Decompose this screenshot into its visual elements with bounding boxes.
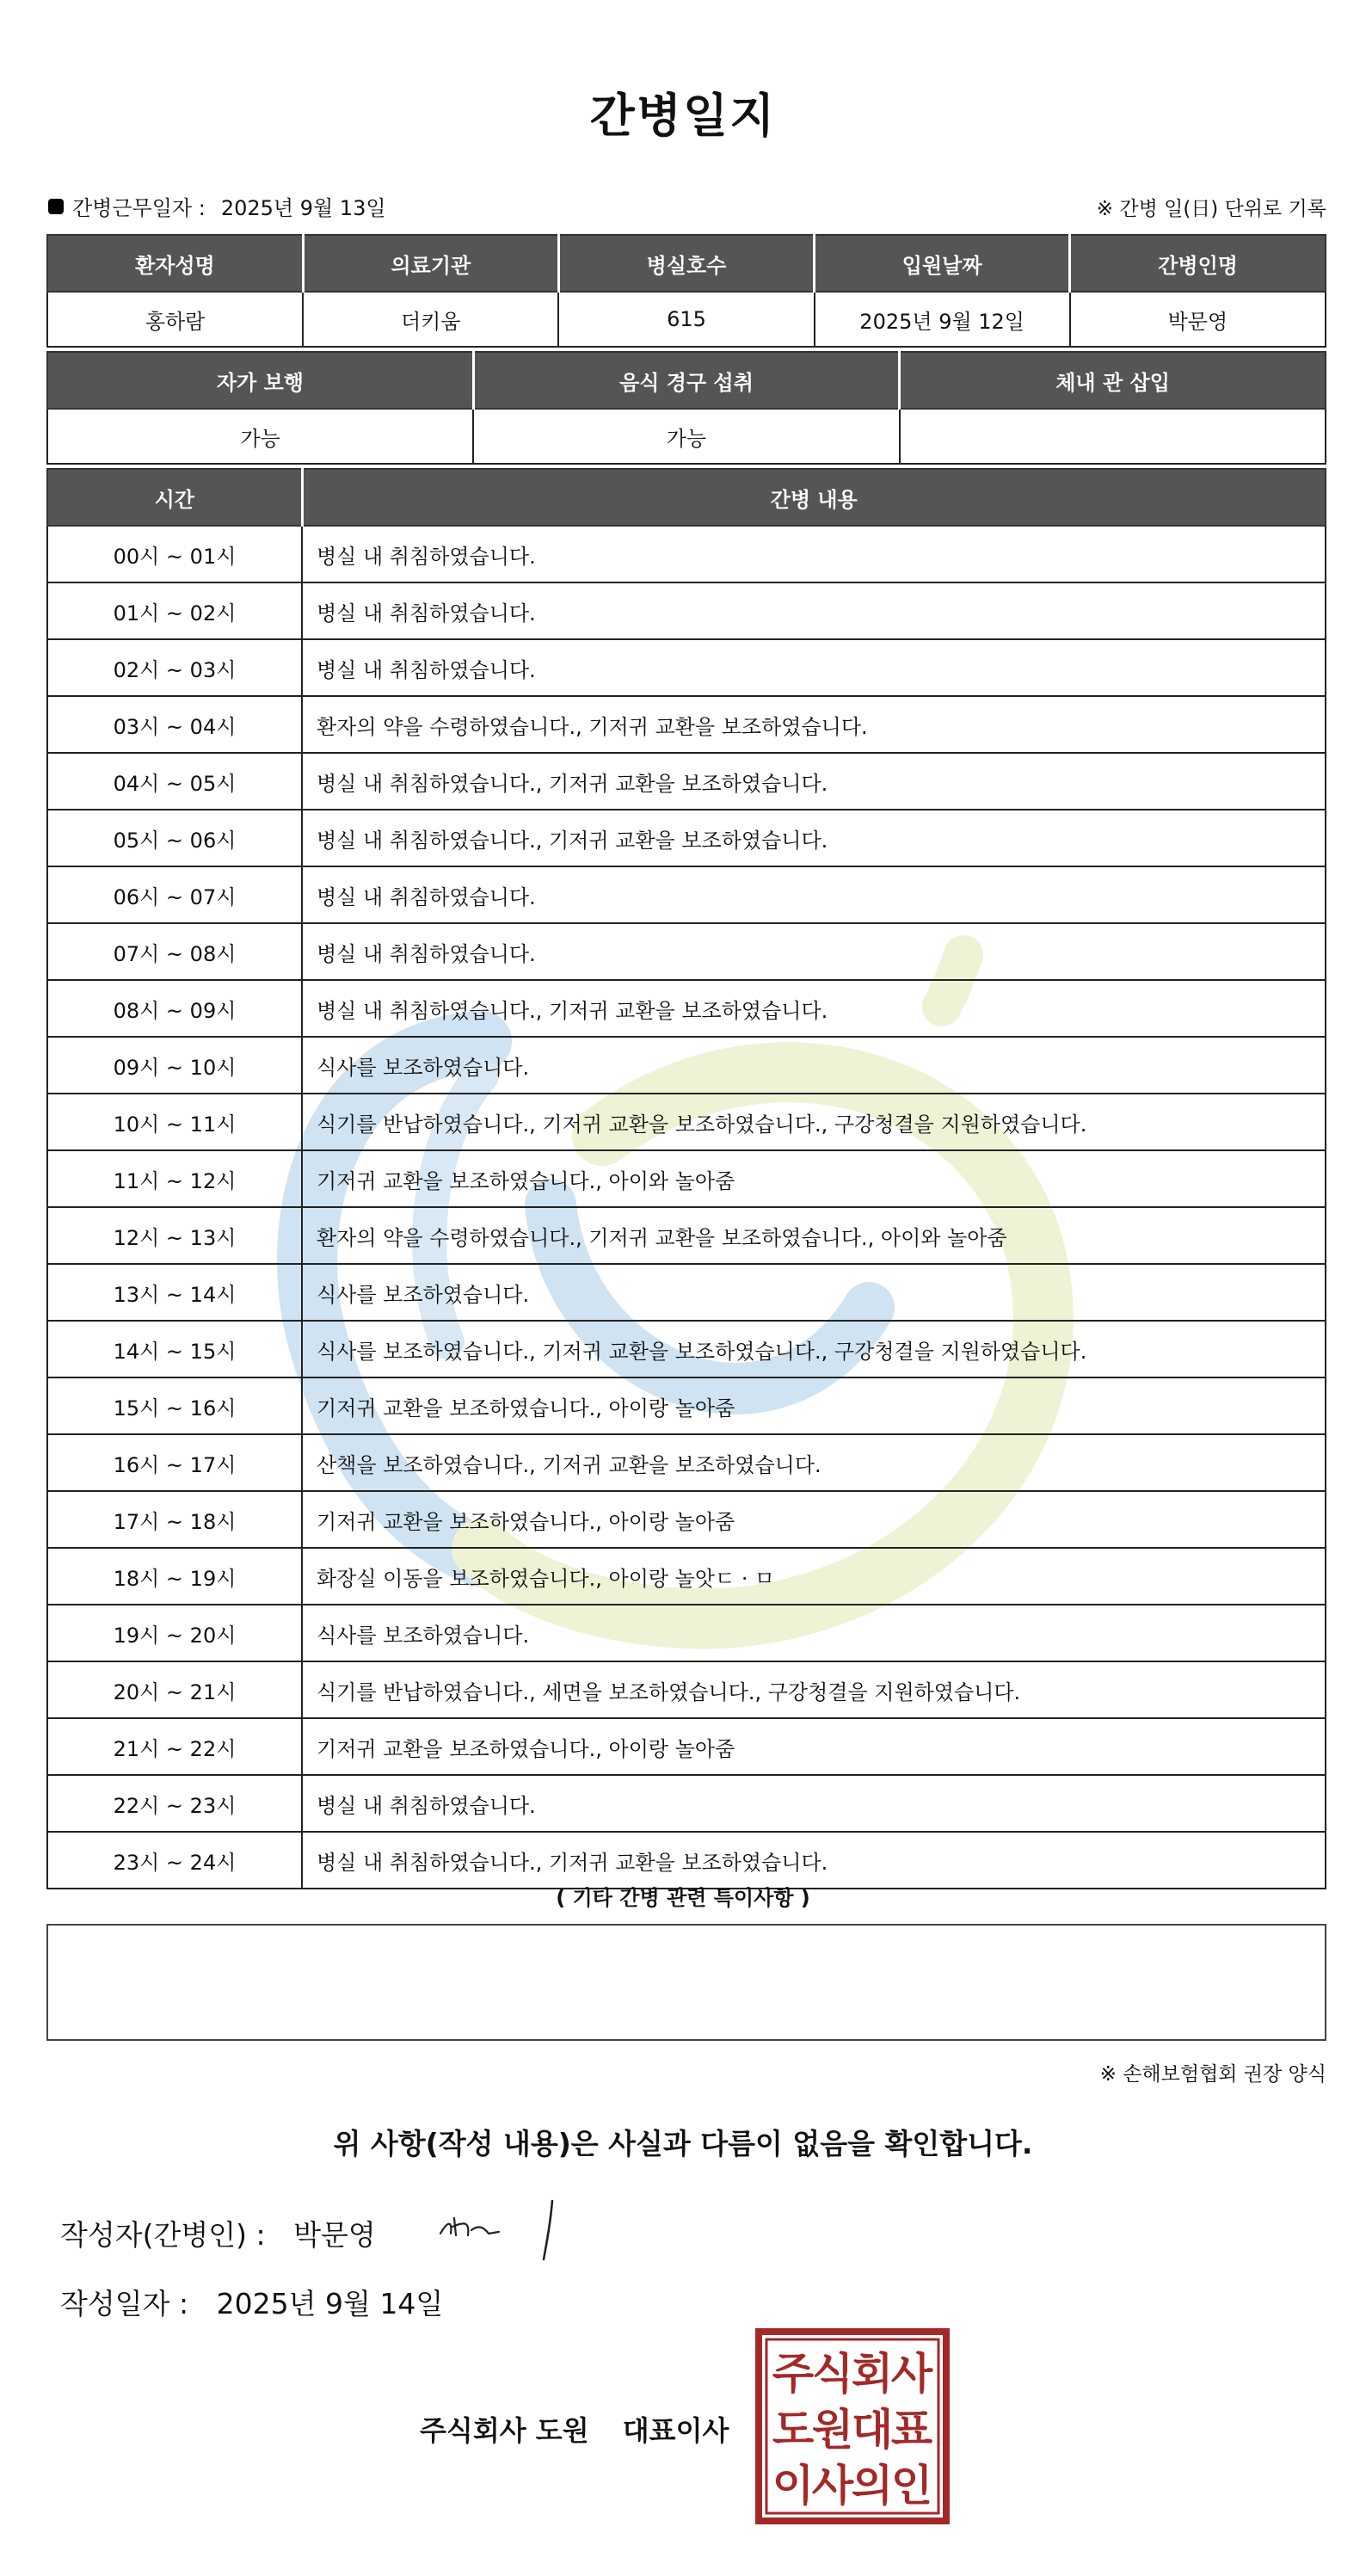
time-cell: 21시 ~ 22시: [47, 1718, 302, 1775]
time-cell: 19시 ~ 20시: [47, 1605, 302, 1661]
writer-label: 작성자(간병인) :: [60, 2218, 266, 2252]
company: [420, 2409, 729, 2449]
header-care-content: 간병 내용: [302, 469, 1326, 526]
time-cell: 01시 ~ 02시: [47, 582, 302, 639]
company-role: 대표이사: [622, 2414, 729, 2447]
table-row: [47, 1548, 1326, 1605]
caregiver-name: 박문영: [1070, 292, 1326, 347]
care-content-cell: 기저귀 교환을 보조하였습니다., 아이랑 놀아줌: [302, 1491, 1326, 1548]
recommend-note: ※ 손해보험협회 권장 양식: [1099, 2063, 1326, 2086]
table-row: [47, 1150, 1326, 1207]
table-row: [47, 810, 1326, 866]
company-name: 주식회사 도원: [420, 2414, 589, 2447]
svg-text:인: 인: [890, 2461, 933, 2511]
header-self-walking: 자가 보행: [47, 352, 473, 409]
hospital: 더키움: [303, 292, 558, 347]
svg-text:대: 대: [851, 2405, 894, 2455]
care-content-cell: 화장실 이동을 보조하였습니다., 아이랑 놀앗ㄷ · ㅁ: [302, 1548, 1326, 1605]
writer-name: 박문영: [293, 2218, 376, 2252]
work-date-label: 간병근무일자 :: [72, 196, 206, 220]
table-row: [47, 1775, 1326, 1832]
table-row: [47, 1491, 1326, 1548]
time-cell: 09시 ~ 10시: [47, 1037, 302, 1094]
svg-text:원: 원: [811, 2405, 854, 2455]
table-row: [47, 696, 1326, 753]
work-date: [48, 191, 386, 221]
header-admission-date: 입원날짜: [815, 235, 1070, 292]
special-notes-heading: ( 기타 간병 관련 특이사항 ): [556, 1886, 810, 1910]
patient-name: 홍하람: [47, 292, 303, 347]
unit-note: ※ 간병 일(日) 단위로 기록: [1096, 198, 1326, 220]
svg-text:표: 표: [890, 2405, 933, 2455]
table-row: [47, 526, 1326, 582]
header-hospital: 의료기관: [303, 235, 558, 292]
confirm-statement: 위 사항(작성 내용)은 사실과 다름이 없음을 확인합니다.: [333, 2127, 1033, 2160]
table-row: [47, 1605, 1326, 1661]
care-content-cell: 병실 내 취침하였습니다., 기저귀 교환을 보조하였습니다.: [302, 753, 1326, 810]
time-cell: 10시 ~ 11시: [47, 1094, 302, 1150]
time-cell: 20시 ~ 21시: [47, 1661, 302, 1718]
header-patient-name: 환자성명: [47, 235, 303, 292]
special-notes-box: [46, 1924, 1326, 2041]
table-row: [47, 1207, 1326, 1264]
header-room: 병실호수: [558, 235, 814, 292]
oral-intake: 가능: [473, 409, 899, 464]
svg-text:사: 사: [811, 2461, 854, 2511]
self-walking: 가능: [47, 409, 473, 464]
time-cell: 07시 ~ 08시: [47, 923, 302, 980]
time-cell: 00시 ~ 01시: [47, 526, 302, 582]
table-row: [47, 639, 1326, 696]
care-content-cell: 식사를 보조하였습니다.: [302, 1037, 1326, 1094]
table-row: [47, 1321, 1326, 1377]
document-title: 간병일지: [589, 89, 777, 143]
care-content-cell: 병실 내 취침하였습니다.: [302, 1775, 1326, 1832]
care-content-cell: 병실 내 취침하였습니다., 기저귀 교환을 보조하였습니다.: [302, 980, 1326, 1037]
table-row: [47, 1094, 1326, 1150]
table-row: [47, 923, 1326, 980]
table-row: [47, 582, 1326, 639]
care-content-cell: 환자의 약을 수령하였습니다., 기저귀 교환을 보조하였습니다., 아이와 놀아줌: [302, 1207, 1326, 1264]
header-caregiver: 간병인명: [1070, 235, 1326, 292]
patient-ability-table: [46, 351, 1326, 465]
table-row: [47, 753, 1326, 810]
care-content-cell: 식사를 보조하였습니다., 기저귀 교환을 보조하였습니다., 구강청결을 지원하였습니다.: [302, 1321, 1326, 1377]
header-tube-insertion: 체내 관 삽입: [900, 352, 1326, 409]
table-row: [47, 1434, 1326, 1491]
table-row: [47, 1661, 1326, 1718]
svg-text:도: 도: [772, 2405, 815, 2455]
care-content-cell: 식사를 보조하였습니다.: [302, 1264, 1326, 1321]
svg-text:주: 주: [772, 2349, 815, 2399]
care-content-cell: 기저귀 교환을 보조하였습니다., 아이와 놀아줌: [302, 1150, 1326, 1207]
table-row: [47, 1264, 1326, 1321]
time-cell: 08시 ~ 09시: [47, 980, 302, 1037]
table-row: [47, 980, 1326, 1037]
header-time: 시간: [47, 469, 302, 526]
care-content-cell: 병실 내 취침하였습니다.: [302, 639, 1326, 696]
written-date: [60, 2282, 443, 2322]
care-log-table: [46, 468, 1326, 1889]
care-content-cell: 병실 내 취침하였습니다., 기저귀 교환을 보조하였습니다.: [302, 1832, 1326, 1889]
table-row: [47, 866, 1326, 923]
svg-text:식: 식: [811, 2349, 854, 2399]
room-number: 615: [558, 292, 814, 347]
admission-date: 2025년 9월 12일: [815, 292, 1070, 347]
care-content-cell: 병실 내 취침하였습니다.: [302, 526, 1326, 582]
table-row: [47, 1377, 1326, 1434]
care-content-cell: 기저귀 교환을 보조하였습니다., 아이랑 놀아줌: [302, 1718, 1326, 1775]
care-content-cell: 병실 내 취침하였습니다., 기저귀 교환을 보조하였습니다.: [302, 810, 1326, 866]
table-row: [47, 1718, 1326, 1775]
time-cell: 22시 ~ 23시: [47, 1775, 302, 1832]
svg-text:회: 회: [851, 2349, 894, 2399]
time-cell: 14시 ~ 15시: [47, 1321, 302, 1377]
bullet-square-icon: [48, 199, 64, 214]
written-date-value: 2025년 9월 14일: [216, 2287, 444, 2320]
care-content-cell: 기저귀 교환을 보조하였습니다., 아이랑 놀아줌: [302, 1377, 1326, 1434]
care-content-cell: 병실 내 취침하였습니다.: [302, 923, 1326, 980]
table-row: [47, 1037, 1326, 1094]
work-date-value: 2025년 9월 13일: [220, 196, 386, 220]
svg-text:의: 의: [851, 2461, 894, 2511]
svg-text:이: 이: [772, 2461, 815, 2511]
care-content-cell: 산책을 보조하였습니다., 기저귀 교환을 보조하였습니다.: [302, 1434, 1326, 1491]
time-cell: 23시 ~ 24시: [47, 1832, 302, 1889]
svg-text:사: 사: [890, 2349, 933, 2399]
time-cell: 18시 ~ 19시: [47, 1548, 302, 1605]
company-seal: [755, 2328, 950, 2524]
header-oral-intake: 음식 경구 섭취: [473, 352, 899, 409]
time-cell: 05시 ~ 06시: [47, 810, 302, 866]
time-cell: 04시 ~ 05시: [47, 753, 302, 810]
care-content-cell: 병실 내 취침하였습니다.: [302, 582, 1326, 639]
care-content-cell: 식기를 반납하였습니다., 기저귀 교환을 보조하였습니다., 구강청결을 지원하였습니다.: [302, 1094, 1326, 1150]
time-cell: 06시 ~ 07시: [47, 866, 302, 923]
time-cell: 13시 ~ 14시: [47, 1264, 302, 1321]
time-cell: 03시 ~ 04시: [47, 696, 302, 753]
care-content-cell: 병실 내 취침하였습니다.: [302, 866, 1326, 923]
written-date-label: 작성일자 :: [60, 2287, 189, 2320]
time-cell: 11시 ~ 12시: [47, 1150, 302, 1207]
handwritten-signature: [430, 2196, 568, 2265]
care-content-cell: 환자의 약을 수령하였습니다., 기저귀 교환을 보조하였습니다.: [302, 696, 1326, 753]
care-content-cell: 식사를 보조하였습니다.: [302, 1605, 1326, 1661]
time-cell: 17시 ~ 18시: [47, 1491, 302, 1548]
tube-insertion: [900, 409, 1326, 464]
patient-info-table: [46, 234, 1326, 348]
time-cell: 15시 ~ 16시: [47, 1377, 302, 1434]
writer: [60, 2213, 376, 2253]
care-content-cell: 식기를 반납하였습니다., 세면을 보조하였습니다., 구강청결을 지원하였습니다.: [302, 1661, 1326, 1718]
time-cell: 12시 ~ 13시: [47, 1207, 302, 1264]
time-cell: 16시 ~ 17시: [47, 1434, 302, 1491]
time-cell: 02시 ~ 03시: [47, 639, 302, 696]
